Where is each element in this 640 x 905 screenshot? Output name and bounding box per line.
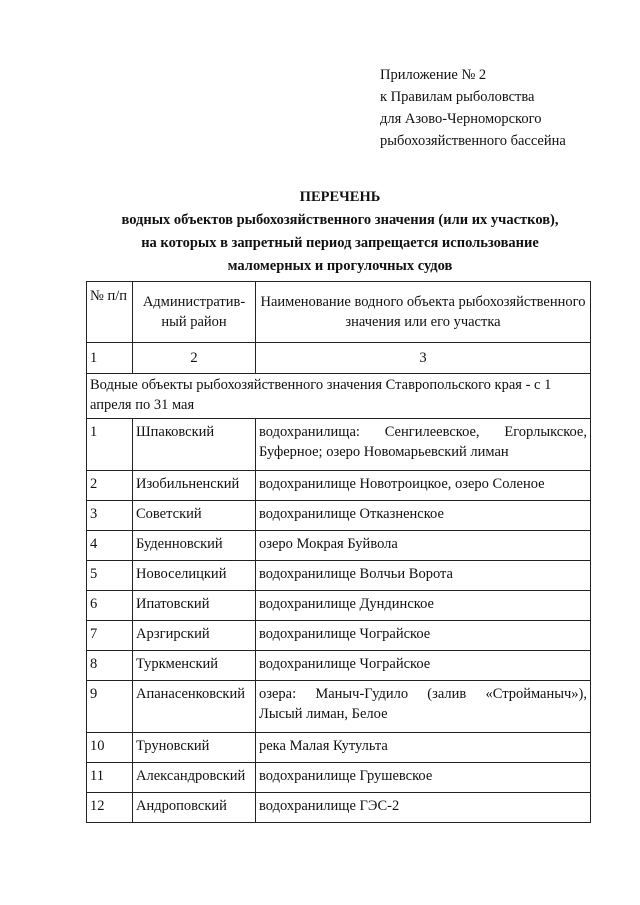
appendix-line: рыбохозяйственного бассейна	[380, 133, 566, 149]
index-cell: 2	[133, 343, 256, 374]
appendix-line: Приложение № 2	[380, 67, 487, 83]
row-district: Буденновский	[133, 531, 256, 561]
row-district: Ипатовский	[133, 591, 256, 621]
row-number: 8	[87, 651, 133, 681]
row-district: Туркменский	[133, 651, 256, 681]
row-object: водохранилище Новотроицкое, озеро Соленое	[256, 471, 591, 501]
row-number: 12	[87, 793, 133, 823]
table-row	[87, 501, 591, 531]
row-district: Советский	[133, 501, 256, 531]
row-district: Шпаковский	[133, 419, 256, 471]
row-number: 3	[87, 501, 133, 531]
row-district: Апанасенковский	[133, 681, 256, 733]
row-district: Труновский	[133, 733, 256, 763]
title-line: водных объектов рыбохозяйственного значения (или их участков),	[121, 212, 559, 228]
row-number: 6	[87, 591, 133, 621]
table-row	[87, 681, 591, 733]
row-object: водохранилища: Сенгилеевское, Егорлыкское, Буферное; озеро Новомарьевский лиман	[256, 419, 591, 471]
index-cell: 1	[87, 343, 133, 374]
row-object: озеро Мокрая Буйвола	[256, 531, 591, 561]
table-row	[87, 419, 591, 471]
row-object: водохранилище ГЭС-2	[256, 793, 591, 823]
appendix-line: для Азово-Черноморского	[380, 111, 542, 127]
row-object: водохранилище Волчьи Ворота	[256, 561, 591, 591]
title-heading: ПЕРЕЧЕНЬ	[299, 189, 381, 205]
table-row	[87, 531, 591, 561]
index-cell: 3	[256, 343, 591, 374]
table-row	[87, 793, 591, 823]
row-number: 9	[87, 681, 133, 733]
title-line: маломерных и прогулочных судов	[227, 258, 453, 274]
header-number: № п/п	[87, 282, 133, 343]
row-number: 11	[87, 763, 133, 793]
row-number: 4	[87, 531, 133, 561]
table-header-row	[87, 282, 591, 343]
row-number: 5	[87, 561, 133, 591]
row-object: река Малая Кутульта	[256, 733, 591, 763]
row-number: 2	[87, 471, 133, 501]
table-row	[87, 561, 591, 591]
appendix-line: к Правилам рыболовства	[380, 89, 535, 105]
title-line: на которых в запретный период запрещается использование	[141, 235, 539, 251]
section-title: Водные объекты рыбохозяйственного значения Ставропольского края - с 1 апреля по 31 мая	[87, 374, 591, 419]
row-district: Изобильненский	[133, 471, 256, 501]
row-object: водохранилище Отказненское	[256, 501, 591, 531]
header-district: Административ-ный район	[133, 282, 256, 343]
row-district: Новоселицкий	[133, 561, 256, 591]
water-objects-table	[86, 281, 591, 823]
table-row	[87, 763, 591, 793]
table-row	[87, 471, 591, 501]
row-object: водохранилище Грушевское	[256, 763, 591, 793]
table-row	[87, 621, 591, 651]
column-index-row	[87, 343, 591, 374]
row-district: Андроповский	[133, 793, 256, 823]
table-row	[87, 733, 591, 763]
row-object: водохранилище Чограйское	[256, 651, 591, 681]
table-row	[87, 651, 591, 681]
row-object: озера: Маныч-Гудило (залив «Стройманыч»), Лысый лиман, Белое	[256, 681, 591, 733]
row-object: водохранилище Дундинское	[256, 591, 591, 621]
row-number: 1	[87, 419, 133, 471]
document-title	[80, 186, 600, 278]
row-district: Арзгирский	[133, 621, 256, 651]
row-object: водохранилище Чограйское	[256, 621, 591, 651]
row-number: 7	[87, 621, 133, 651]
table-row	[87, 591, 591, 621]
header-object: Наименование водного объекта рыбохозяйственного значения или его участка	[256, 282, 591, 343]
appendix-note	[380, 64, 566, 152]
row-district: Александровский	[133, 763, 256, 793]
section-row	[87, 374, 591, 419]
row-number: 10	[87, 733, 133, 763]
